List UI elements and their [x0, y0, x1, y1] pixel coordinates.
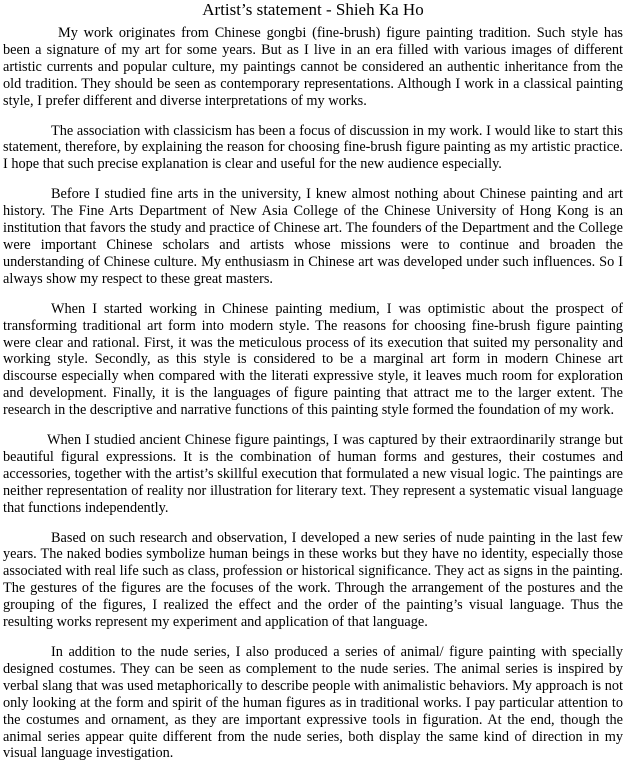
- paragraph-7: In addition to the nude series, I also produced a series of animal/ figure painting with specially designed costumes. They can be seen as complement to the nude series. The animal series is inspired by verbal slang that was used metaphorically to describe people with animalistic behaviors. My approach is not only looking at the form and spirit of the human figures as in traditional works. I pay particular attention to the costumes and ornament, as they are important expressive tools in figuration. At the end, though the animal series appear quite different from the nude series, both display the same kind of direction in my visual language investigation.: [3, 644, 623, 762]
- document-page: [3, 0, 623, 775]
- document-title: Artist’s statement - Shieh Ka Ho: [202, 0, 424, 19]
- paragraph-4: When I started working in Chinese painting medium, I was optimistic about the prospect of transforming traditional art form into modern style. The reasons for choosing fine-brush figure painting were clear and rational. First, it was the meticulous process of its execution that suited my personality and working style. Secondly, as this style is considered to be a marginal art form in modern Chinese art discourse especially when compared with the literati expressive style, it leaves much room for exploration and development. Finally, it is the languages of figure painting that attract me to the larger extent. The research in the descriptive and narrative functions of this painting style formed the foundation of my work.: [3, 300, 623, 419]
- paragraph-1: My work originates from Chinese gongbi (fine-brush) figure painting tradition. Such style has been a signature of my art for some years. But as I live in an era filled with various images of different artistic currents and popular culture, my paintings cannot be considered an authentic inheritance from the old tradition. They should be seen as contemporary representations. Although I work in a classical painting style, I prefer different and diverse interpretations of my works.: [3, 25, 623, 109]
- paragraph-6: Based on such research and observation, I developed a new series of nude painting in the last few years. The naked bodies symbolize human beings in these works but they have no identity, especially those associated with real life such as class, profession or historical significance. They act as signs in the painting. The gestures of the figures are the focuses of the work. Through the arrangement of the postures and the grouping of the figures, I realized the effect and the order of the painting’s visual language. Thus the resulting works represent my experiment and application of that language.: [3, 529, 623, 631]
- paragraph-3: Before I studied fine arts in the university, I knew almost nothing about Chinese painting and art history. The Fine Arts Department of New Asia College of the Chinese University of Hong Kong is an institution that favors the study and practice of Chinese art. The founders of the Department and the College were important Chinese scholars and artists whose missions were to continue and broaden the understanding of Chinese culture. My enthusiasm in Chinese art was developed under such influences. So I always show my respect to these great masters.: [3, 186, 623, 287]
- paragraph-2: The association with classicism has been a focus of discussion in my work. I would like to start this statement, therefore, by explaining the reason for choosing fine-brush figure painting as my artistic practice. I hope that such precise explanation is clear and useful for the new audience especially.: [3, 122, 623, 173]
- paragraph-5: When I studied ancient Chinese figure paintings, I was captured by their extraordinarily strange but beautiful figural expressions. It is the combination of human forms and gestures, their costumes and accessories, together with the artist’s skillful execution that formulated a new visual logic. The paintings are neither representation of reality nor illustration for literary text. They represent a systematic visual language that functions independently.: [3, 432, 623, 516]
